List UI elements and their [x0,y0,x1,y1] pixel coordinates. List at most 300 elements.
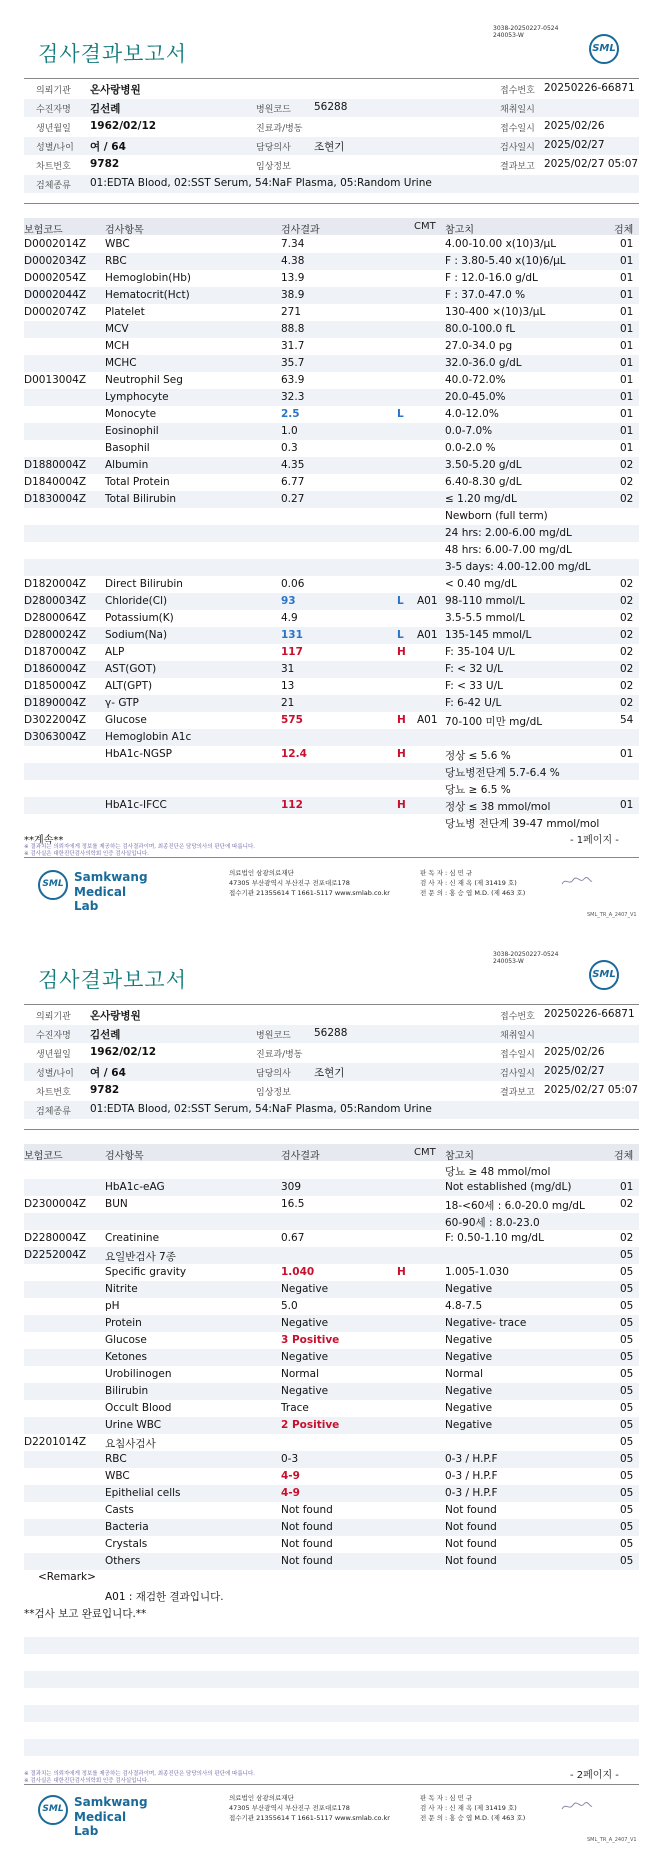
test-item: Bilirubin [105,1385,149,1397]
test-item: MCHC [105,357,137,369]
specimen-code: 01 [620,255,634,267]
reference-range: F: 6-42 U/L [445,697,502,709]
receipt-date-label: 접수일시 [500,1050,535,1060]
test-code: D1820004Z [24,578,87,590]
test-result: 13.9 [281,272,305,284]
test-code: D0002074Z [24,306,87,318]
footer-addr1: 의료법인 삼광의료재단 [229,1794,294,1802]
specimen-code: 05 [620,1470,634,1482]
specimen-code: 05 [620,1249,634,1261]
table-row [24,746,639,763]
specimen-code: 05 [620,1300,634,1312]
footer-logo-text: SML [42,1804,64,1814]
table-row [24,814,639,831]
table-row [24,1502,639,1519]
patient-value: 김선례 [90,1029,121,1041]
specimen-code: 01 [620,748,634,760]
test-result: Negative [281,1385,329,1397]
reference-range: Negative [445,1419,493,1431]
specimen-code: 01 [620,374,634,386]
specimen-code: 05 [620,1402,634,1414]
specimen-code: 02 [620,680,634,692]
test-date-label: 검사일시 [500,1069,535,1079]
specimen-code: 05 [620,1317,634,1329]
hospital-code-label: 병원코드 [256,105,291,115]
reference-range: 40.0-72.0% [445,374,506,386]
specimen-code: 05 [620,1368,634,1380]
table-row [24,457,639,474]
dept-label: 진료과/병동 [256,1050,303,1060]
doctor-value: 조현기 [314,1067,345,1079]
test-date-label: 검사일시 [500,143,535,153]
test-code: D0013004Z [24,374,87,386]
clinical-label: 임상정보 [256,162,291,172]
receipt-no-value: 20250226-66871 [544,1008,635,1020]
specimen-code: 01 [620,408,634,420]
reference-range: 4.00-10.00 x(10)3/μL [445,238,557,250]
footer-divider-2 [24,1784,639,1785]
table-row [24,1213,639,1230]
test-item: γ- GTP [105,697,139,709]
col-result: 검사결과 [281,225,320,236]
test-result: 63.9 [281,374,305,386]
specimen-code: 05 [620,1283,634,1295]
test-result: Negative [281,1283,329,1295]
specimen-code: 01 [620,425,634,437]
sex-age-value: 여 / 64 [90,141,126,153]
test-item: Basophil [105,442,150,454]
sml-logo-icon [589,960,619,990]
col-code: 보험코드 [24,225,63,236]
birth-value: 1962/02/12 [90,1046,157,1058]
logo-text: SML [592,969,616,980]
test-result: 0.06 [281,578,305,590]
receipt-no-value: 20250226-66871 [544,82,635,94]
result-flag: H [397,799,406,811]
patient-label: 수진자명 [36,105,71,115]
result-flag: L [397,595,404,607]
table-row [24,321,639,338]
test-code: D1890004Z [24,697,87,709]
test-item: RBC [105,1453,127,1465]
test-result: 31.7 [281,340,305,352]
specimen-label: 검체종류 [36,1107,71,1117]
table-row [24,712,639,729]
chart-label: 차트번호 [36,162,71,172]
test-item: Sodium(Na) [105,629,168,641]
table-row [24,406,639,423]
receipt-no-label: 접수번호 [500,86,535,96]
reference-range: 98-110 mmol/L [445,595,525,607]
test-item: HbA1c-eAG [105,1181,165,1193]
institution-value: 온사랑병원 [90,84,141,96]
report-barcode-text-2 [493,951,558,965]
test-code: D1860004Z [24,663,87,675]
page-title: 검사결과보고서 [38,42,188,66]
top-code-line2: 240053-W [493,32,524,39]
table-row [24,797,639,814]
test-code: D3022004Z [24,714,87,726]
info-row-2 [24,99,639,117]
blank-row [24,1637,639,1654]
reference-range: 0.0-7.0% [445,425,493,437]
signature-icon [560,875,594,887]
col-spec: 검체 [614,225,634,236]
test-item: Others [105,1555,141,1567]
results-table-header-2 [24,1144,639,1161]
test-result: 5.0 [281,1300,298,1312]
reference-range: 80.0-100.0 fL [445,323,516,335]
test-result: 6.77 [281,476,305,488]
test-result: Trace [281,1402,309,1414]
reference-range: F: < 33 U/L [445,680,504,692]
test-item: HbA1c-NGSP [105,748,172,760]
reference-range: 60-90세 : 8.0-23.0 [445,1217,540,1229]
test-item: Direct Bilirubin [105,578,183,590]
test-result: 0.67 [281,1232,305,1244]
test-result: 4-9 [281,1487,300,1499]
reference-range: 27.0-34.0 pg [445,340,513,352]
specimen-code: 05 [620,1487,634,1499]
sml-footer-logo-icon [38,870,68,900]
footer-sign3: 전 문 의 : 홍 승 엽 M.D. (제 463 호) [420,1814,526,1822]
test-item: Glucose [105,1334,147,1346]
info-row-2 [24,1025,639,1043]
test-result: 112 [281,799,303,811]
test-item: Hemoglobin A1c [105,731,192,743]
reference-range: 0-3 / H.P.F [445,1453,498,1465]
test-code: D0002014Z [24,238,87,250]
specimen-code: 02 [620,493,634,505]
info-row-1 [24,1006,639,1024]
info-row-6 [24,1101,639,1119]
info-row-1 [24,80,639,98]
reference-range: 당뇨병전단계 5.7-6.4 % [445,767,560,779]
test-result: 21 [281,697,295,709]
table-row [24,1417,639,1434]
specimen-value: 01:EDTA Blood, 02:SST Serum, 54:NaF Plasma, 05:Random Urine [90,177,432,189]
test-item: Total Bilirubin [105,493,177,505]
test-result: 4.35 [281,459,305,471]
table-row [24,270,639,287]
report-page-2 [0,943,655,1850]
footer-addr3: 접수기관 21355614 T 1661-5117 www.smlab.co.kr [229,1814,390,1822]
clinical-label: 임상정보 [256,1088,291,1098]
test-result: 575 [281,714,303,726]
footer-address [229,868,390,898]
test-code: D2280004Z [24,1232,87,1244]
test-result: 4.38 [281,255,305,267]
table-row [24,287,639,304]
table-row [24,440,639,457]
test-item: Platelet [105,306,145,318]
table-row [24,1281,639,1298]
specimen-code: 02 [620,1198,634,1210]
doc-id: SML_TR_A_2407_V1 [587,1837,637,1843]
col-ref: 참고치 [445,1151,474,1162]
reference-range: 135-145 mmol/L [445,629,532,641]
report-value: 2025/02/27 05:07 [544,1084,639,1096]
table-row [24,593,639,610]
report-label: 결과보고 [500,1088,535,1098]
test-code: D3063004Z [24,731,87,743]
report-value: 2025/02/27 05:07 [544,158,639,170]
table-row [24,1553,639,1570]
test-item: Neutrophil Seg [105,374,183,386]
test-item: HbA1c-IFCC [105,799,167,811]
table-row [24,389,639,406]
specimen-code: 05 [620,1351,634,1363]
test-code: D2300004Z [24,1198,87,1210]
test-code: D0002034Z [24,255,87,267]
col-cmt: CMT [414,221,436,232]
specimen-code: 02 [620,578,634,590]
dept-label: 진료과/병동 [256,124,303,134]
test-item: Hematocrit(Hct) [105,289,190,301]
reference-range: F : 3.80-5.40 x(10)6/μL [445,255,566,267]
specimen-code: 01 [620,306,634,318]
table-row [24,508,639,525]
test-item: MCH [105,340,130,352]
chart-value: 9782 [90,158,120,170]
footer-logo [38,866,148,913]
specimen-code: 05 [620,1266,634,1278]
specimen-code: 01 [620,340,634,352]
specimen-code: 01 [620,357,634,369]
info-row-3 [24,118,639,136]
test-result: 0.3 [281,442,298,454]
chart-label: 차트번호 [36,1088,71,1098]
signature-icon [560,1800,594,1812]
test-item: Lymphocyte [105,391,169,403]
table-row [24,1298,639,1315]
result-flag: H [397,748,406,760]
test-code: D2800034Z [24,595,87,607]
table-row [24,1247,639,1264]
table-row [24,474,639,491]
footer-addr2: 47305 부산광역시 부산진구 전포대로178 [229,879,350,887]
reference-range: Negative [445,1283,493,1295]
result-comment: A01 [417,595,438,607]
reference-range: 48 hrs: 6.00-7.00 mg/dL [445,544,572,556]
col-cmt: CMT [414,1147,436,1158]
reference-range: 정상 ≤ 38 mmol/mol [445,801,551,813]
table-row [24,1519,639,1536]
blank-row [24,1671,639,1688]
reference-range: 130-400 ×(10)3/μL [445,306,546,318]
specimen-code: 01 [620,799,634,811]
col-item: 검사항목 [105,1151,144,1162]
test-result: Negative [281,1317,329,1329]
table-row [24,1332,639,1349]
specimen-code: 05 [620,1555,634,1567]
blank-row [24,1739,639,1756]
reference-range: 0-3 / H.P.F [445,1470,498,1482]
specimen-code: 02 [620,629,634,641]
reference-range: 당뇨 ≥ 6.5 % [445,784,511,796]
result-flag: H [397,714,406,726]
test-result: 2 Positive [281,1419,340,1431]
table-row [24,1383,639,1400]
table-row [24,1400,639,1417]
test-result: 4.9 [281,612,298,624]
test-item: Creatinine [105,1232,160,1244]
birth-label: 생년월일 [36,1050,71,1060]
specimen-code: 05 [620,1453,634,1465]
test-item: Glucose [105,714,147,726]
test-result: 117 [281,646,303,658]
reference-range: F: 0.50-1.10 mg/dL [445,1232,544,1244]
table-row [24,423,639,440]
specimen-code: 05 [620,1504,634,1516]
collect-date-label: 채취일시 [500,1031,535,1041]
test-result: 32.3 [281,391,305,403]
reference-range: 정상 ≤ 5.6 % [445,750,511,762]
test-result: 3 Positive [281,1334,340,1346]
test-item: Chloride(Cl) [105,595,168,607]
footer-logo [38,1791,148,1838]
footer-addr3: 접수기관 21355614 T 1661-5117 www.smlab.co.kr [229,889,390,897]
test-item: WBC [105,238,130,250]
table-row [24,1349,639,1366]
test-result: Normal [281,1368,319,1380]
header-divider-2 [24,1004,639,1005]
test-item: 요침사검사 [105,1438,156,1450]
col-ref: 참고치 [445,225,474,236]
footer-logo-text: SML [42,879,64,889]
table-row [24,644,639,661]
specimen-code: 01 [620,289,634,301]
table-row [24,372,639,389]
table-row [24,1162,639,1179]
reference-range: 3.50-5.20 g/dL [445,459,522,471]
header-divider [24,78,639,79]
test-item: Albumin [105,459,149,471]
table-row [24,525,639,542]
blank-row [24,1705,639,1722]
specimen-code: 01 [620,238,634,250]
test-result: 4-9 [281,1470,300,1482]
specimen-code: 02 [620,595,634,607]
specimen-code: 54 [620,714,634,726]
reference-range: F : 37.0-47.0 % [445,289,526,301]
footer-sign3: 전 문 의 : 홍 승 엽 M.D. (제 463 호) [420,889,526,897]
table-row [24,1179,639,1196]
reference-range: Normal [445,1368,483,1380]
test-code: D0002044Z [24,289,87,301]
reference-range: ≤ 1.20 mg/dL [445,493,517,505]
test-result: 7.34 [281,238,305,250]
birth-label: 생년월일 [36,124,71,134]
table-row [24,491,639,508]
specimen-code: 01 [620,442,634,454]
specimen-code: 01 [620,323,634,335]
col-spec: 검체 [614,1151,634,1162]
test-code: D2201014Z [24,1436,87,1448]
test-item: Protein [105,1317,142,1329]
test-result: 271 [281,306,302,318]
reference-range: 3.5-5.5 mmol/L [445,612,525,624]
footer-sign2: 검 사 자 : 신 재 옥 (제 31419 호) [420,1804,517,1812]
birth-value: 1962/02/12 [90,120,157,132]
specimen-code: 05 [620,1334,634,1346]
reference-range: 70-100 미만 mg/dL [445,716,543,728]
page-number-2: - 2페이지 - [570,1770,619,1781]
table-row [24,627,639,644]
results-table-header [24,218,639,235]
test-result: 12.4 [281,748,307,760]
test-date-value: 2025/02/27 [544,139,605,151]
reference-range: F: < 32 U/L [445,663,504,675]
reference-range: 6.40-8.30 g/dL [445,476,522,488]
page-title-2: 검사결과보고서 [38,968,188,992]
test-result: 16.5 [281,1198,305,1210]
test-result: 0.27 [281,493,305,505]
table-row [24,559,639,576]
table-row [24,780,639,797]
specimen-code: 01 [620,272,634,284]
test-item: pH [105,1300,120,1312]
test-code: D1880004Z [24,459,87,471]
specimen-code: 02 [620,663,634,675]
sex-age-label: 성별/나이 [36,1069,74,1079]
result-comment: A01 [417,714,438,726]
top-code-line2: 240053-W [493,958,524,965]
sex-age-label: 성별/나이 [36,143,74,153]
test-result: 1.0 [281,425,298,437]
doctor-label: 담당의사 [256,143,291,153]
reference-range: Not found [445,1555,497,1567]
result-flag: H [397,1266,406,1278]
reference-range: 4.0-12.0% [445,408,499,420]
reference-range: 24 hrs: 2.00-6.00 mg/dL [445,527,572,539]
test-item: Occult Blood [105,1402,172,1414]
table-row [24,304,639,321]
result-flag: L [397,408,404,420]
test-result: 309 [281,1181,302,1193]
table-row [24,355,639,372]
test-item: MCV [105,323,129,335]
result-flag: L [397,629,404,641]
receipt-date-label: 접수일시 [500,124,535,134]
test-result: Not found [281,1555,333,1567]
table-row [24,729,639,746]
reference-range: Negative [445,1385,493,1397]
top-code-line1: 3038-20250227-0524 [493,25,559,32]
reference-range: F: 35-104 U/L [445,646,515,658]
test-result: 13 [281,680,295,692]
test-item: ALT(GPT) [105,680,153,692]
test-code: D2800024Z [24,629,87,641]
info-row-5 [24,1082,639,1100]
test-code: D1870004Z [24,646,87,658]
doctor-label: 담당의사 [256,1069,291,1079]
test-item: 요일반검사 7종 [105,1251,176,1263]
remark-label: <Remark> [38,1571,96,1583]
table-row [24,236,639,253]
test-code: D2800064Z [24,612,87,624]
test-item: AST(GOT) [105,663,157,675]
test-result: 38.9 [281,289,305,301]
specimen-code: 05 [620,1436,634,1448]
table-row [24,1536,639,1553]
test-item: Total Protein [105,476,170,488]
footer-sign1: 판 독 자 : 심 민 규 [420,1794,473,1802]
table-row [24,1230,639,1247]
test-code: D1830004Z [24,493,87,505]
test-result: 0-3 [281,1453,299,1465]
reference-range: Negative [445,1334,493,1346]
